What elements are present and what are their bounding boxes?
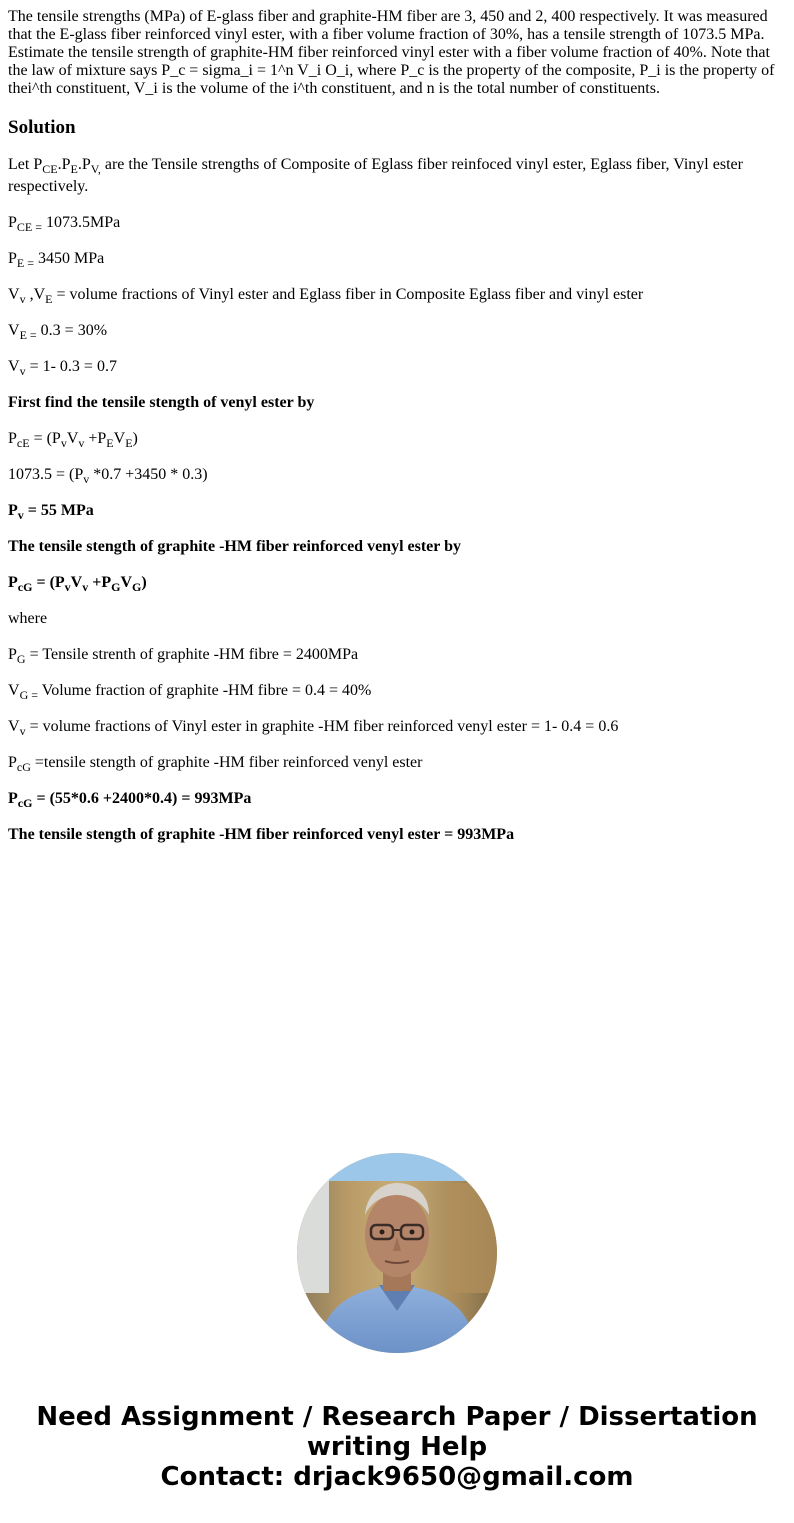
promo-line-2: writing Help [306, 1432, 488, 1462]
volume-fraction-definition: $V_v$ $,V_E$ = volume fractions of Vinyl ester and Eglass fiber in Composite Eglass fiber and vinyl ester [8, 286, 644, 306]
question-text: The tensile strengths (MPa) of E-glass fiber and graphite-HM fiber are 3, 450 and 2, 400 respectively. It was measured that the E-glass fiber reinforced vinyl ester, with a fiber volume fraction of 30%, has a tensile strength of 1073.5 MPa. Estimate the tensile strength of graphite-HM fiber reinforced vinyl ester with a fiber volume fraction of 40%. Note that the law of mixture says P_c = sigma_i = 1^n V_i O_i, where P_c is the property of the composite, P_i is the property of thei^th constituent, V_i is the volume of the i^th constituent, and n is the total number of constituents. [8, 8, 775, 97]
result-pv: $P_v = 55$ MPa [8, 502, 94, 522]
equation-pcg: $P_{cG} = (P_vV_v +P_GV_G)$ [8, 574, 147, 594]
document-body [8, 8, 784, 846]
promo-contact: Contact: drjack9650@gmail.com [160, 1462, 634, 1492]
given-pce: $P_{CE =}$ 1073.5MPa [8, 214, 121, 234]
promo-line-1: Need Assignment / Research Paper / Dissertation [36, 1402, 758, 1432]
promo-banner [0, 1402, 794, 1492]
given-vg: $V_{G =}$ Volume fraction of graphite -HM fibre = 0.4 = 40% [8, 682, 372, 702]
where-label: where [8, 610, 48, 627]
definition-pcg: $P_{cG}$ =tensile stength of graphite -HM fiber reinforced venyl ester [8, 754, 423, 774]
final-answer: The tensile stength of graphite -HM fiber reinforced venyl ester = 993MPa [8, 826, 515, 843]
solution-heading: Solution [8, 117, 76, 138]
definition-line: Let $P_{CE}.P_E.P_{V,}$ are the Tensile strengths of Composite of Eglass fiber reinfoced vinyl ester, Eglass fiber, Vinyl ester respectively. [8, 156, 743, 195]
result-pcg: $P_{cG} = (55*0.6 +2400*0.4) = 993MPa$ [8, 790, 252, 810]
given-ve: $V_{E =}$ 0.3 = 30% [8, 322, 108, 342]
equation-pce: $P_{cE} = (P_vV_v +P_EV_E)$ [8, 430, 138, 450]
equation-substitution: $1073.5 = (P_v$ *0.7 +3450 * 0.3) [8, 466, 208, 486]
given-vv: $V_v = 1-$ 0.3 = 0.7 [8, 358, 117, 378]
author-avatar [297, 1153, 497, 1353]
given-pe: $P_{E =}$ 3450 MPa [8, 250, 105, 270]
given-pg: $P_G$ = Tensile strenth of graphite -HM fibre = 2400MPa [8, 646, 359, 666]
step-heading-2: The tensile stength of graphite -HM fiber reinforced venyl ester by [8, 538, 461, 555]
portrait-image [297, 1153, 497, 1353]
step-heading-1: First find the tensile stength of venyl ester by [8, 394, 315, 411]
given-vv-2: $V_v$ = volume fractions of Vinyl ester in graphite -HM fiber reinforced venyl ester = 1- 0.4 = 0.6 [8, 718, 619, 738]
